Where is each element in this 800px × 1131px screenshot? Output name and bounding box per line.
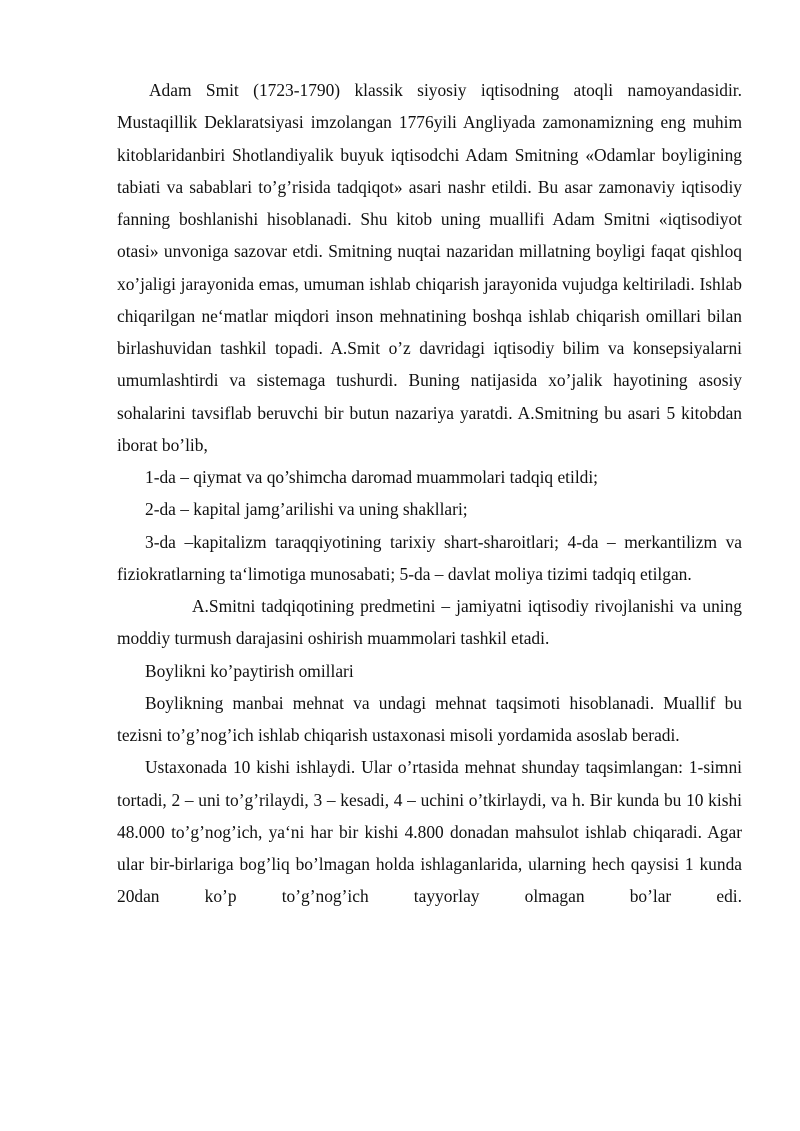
paragraph-adam-smith-intro: Adam Smit (1723-1790) klassik siyosiy iqtisodning atoqli namoyandasidir. Mustaqillik Deklaratsiyasi imzolangan 1776yili Angliyada zamonamizning eng muhim kitoblaridanbiri Shotlandiyalik buyuk iqtisodchi Adam Smitning «Odamlar boyligining tabiati va sabablari to’g’risida tadqiqot» asari nashr etildi. Bu asar zamonaviy iqtisodiy fanning boshlanishi hisoblanadi. Shu kitob uning muallifi Adam Smitni «iqtisodiyot otasi» unvoniga sazovar etdi. Smitning nuqtai nazaridan millatning boyligi faqat qishloq xo’jaligi jarayonida emas, umuman ishlab chiqarish jarayonida vujudga keltiriladi. Ishlab chiqarilgan ne‘matlar miqdori inson mehnatining boshqa ishlab chiqarish omillari bilan birlashuvidan tashkil topadi. A.Smit o’z davridagi iqtisodiy bilim va konsepsiyalarni umumlashtirdi va sistemaga tushurdi. Buning natijasida xo’jalik hayotining asosiy sohalarini tavsiflab beruvchi bir butun nazariya yaratdi. A.Smitning bu asari 5 kitobdan iborat bo’lib,: [117, 80, 742, 455]
section-heading-wealth-factors: Boylikni ko’paytirish omillari: [145, 660, 354, 681]
paragraph-workshop-example: Ustaxonada 10 kishi ishlaydi. Ular o’rtasida mehnat shunday taqsimlangan: 1-simni tortadi, 2 – uni to’g’rilaydi, 3 – kesadi, 4 – uchini o’tkirlaydi, va h. Bir kunda bu 10 kishi 48.000 to’g’nog’ich, ya‘ni har bir kishi 4.800 donadan mahsulot ishlab chiqaradi. Agar ular bir-birlariga bog’liq bo’lmagan holda ishlaganlarida, ularning hech qaysisi 1 kunda 20dan ko’p to’g’nog’ich tayyorlay olmagan bo’lar edi.: [117, 757, 742, 907]
paragraph-books-three-to-five: 3-da –kapitalizm taraqqiyotining tarixiy shart-sharoitlari; 4-da – merkantilizm va fiziokratlarning ta‘limotiga munosabati; 5-da – davlat moliya tizimi tadqiq etilgan.: [117, 531, 742, 584]
paragraph-book-two: 2-da – kapital jamg’arilishi va uning shakllari;: [145, 499, 468, 520]
paragraph-book-one: 1-da – qiymat va qo’shimcha daromad muammolari tadqiq etildi;: [145, 467, 599, 487]
document-page: [117, 74, 742, 913]
paragraph-research-subject: A.Smitni tadqiqotining predmetini – jamiyatni iqtisodiy rivojlanishi va uning moddiy turmush darajasini oshirish muammolari tashkil etadi.: [117, 596, 742, 649]
paragraph-labor-source: Boylikning manbai mehnat va undagi mehnat taqsimoti hisoblanadi. Muallif bu tezisni to’g’nog’ich ishlab chiqarish ustaxonasi misoli yordamida asoslab beradi.: [117, 692, 742, 745]
